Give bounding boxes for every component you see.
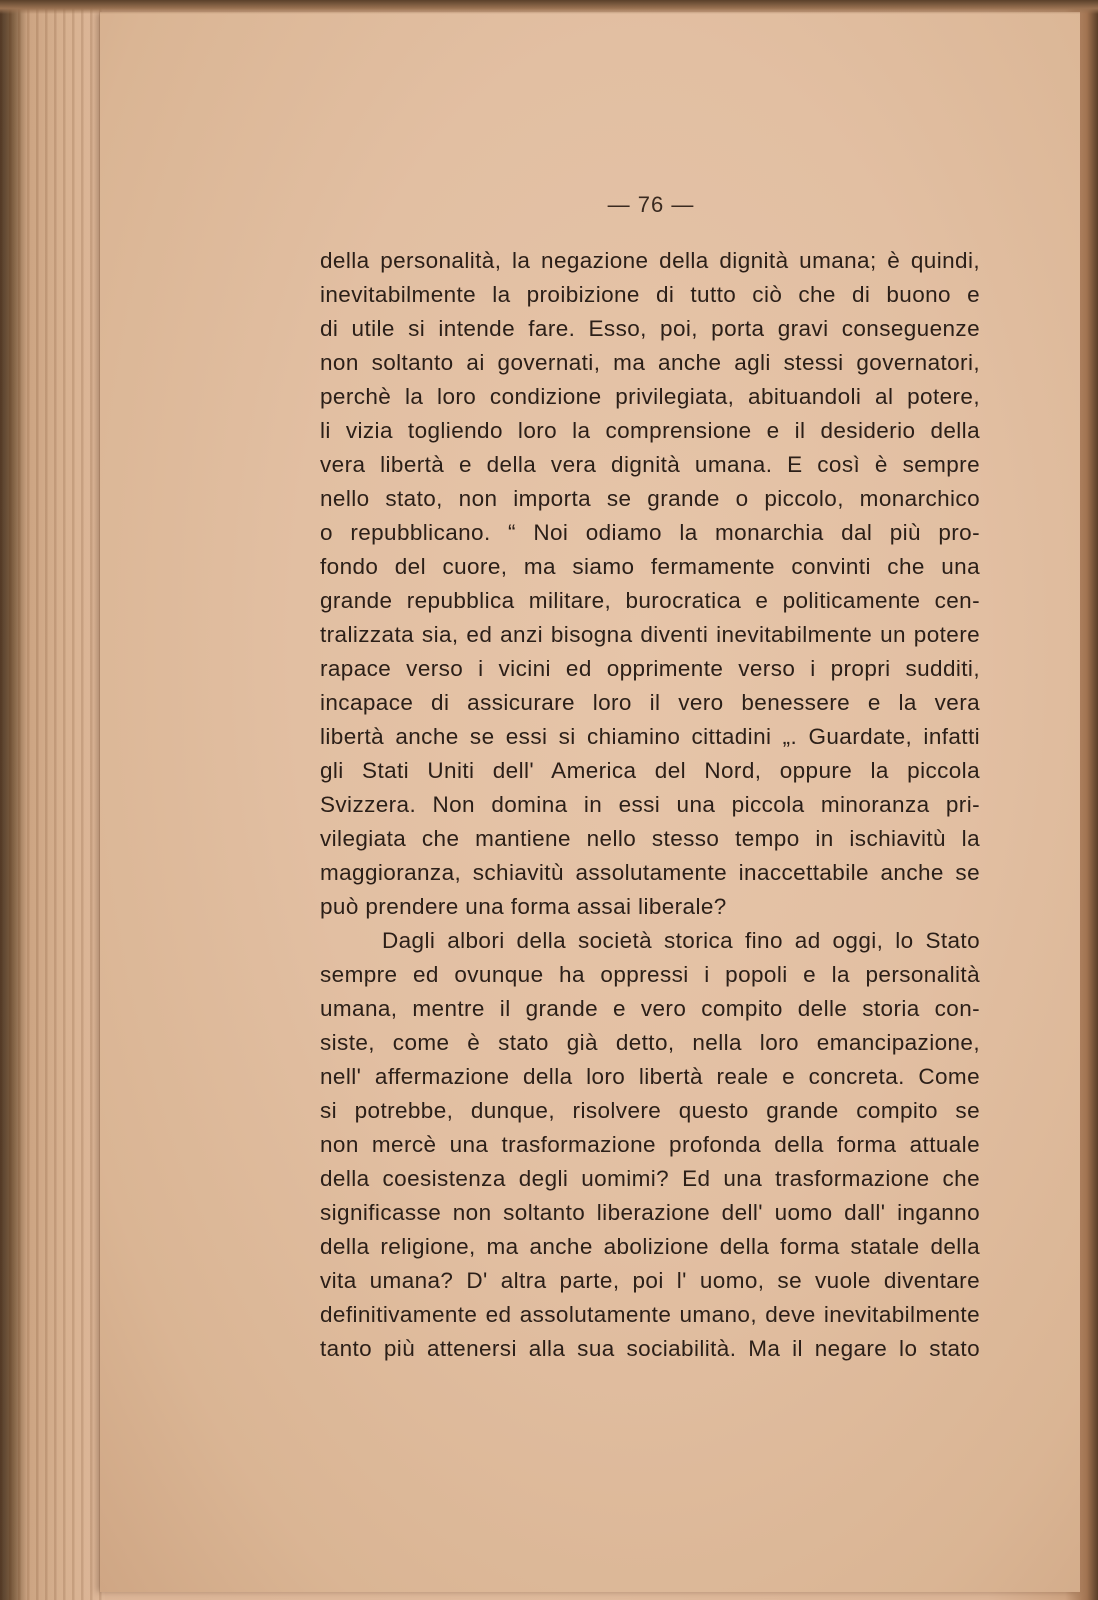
text-line: tralizzata sia, ed anzi bisogna diventi inevitabilmente un potere	[320, 622, 980, 647]
text-line: o repubblicano. “ Noi odiamo la monarchia dal più pro-	[320, 520, 980, 545]
text-line: Svizzera. Non domina in essi una piccola minoranza pri-	[320, 792, 980, 817]
text-line: grande repubblica militare, burocratica e politicamente cen-	[320, 588, 980, 613]
text-line: fondo del cuore, ma siamo fermamente convinti che una	[320, 554, 980, 579]
text-line: siste, come è stato già detto, nella loro emancipazione,	[320, 1030, 980, 1055]
text-line: della religione, ma anche abolizione della forma statale della	[320, 1234, 980, 1259]
text-line: può prendere una forma assai liberale?	[320, 894, 727, 919]
text-line: non mercè una trasformazione profonda della forma attuale	[320, 1132, 980, 1157]
text-line: libertà anche se essi si chiamino cittadini „. Guardate, infatti	[320, 724, 980, 749]
text-line: sempre ed ovunque ha oppressi i popoli e la personalità	[320, 962, 980, 987]
text-line: vilegiata che mantiene nello stesso tempo in ischiavitù la	[320, 826, 980, 851]
text-line: nell' affermazione della loro libertà reale e concreta. Come	[320, 1064, 980, 1089]
text-line: della coesistenza degli uomimi? Ed una trasformazione che	[320, 1166, 980, 1191]
text-line: nello stato, non importa se grande o piccolo, monarchico	[320, 486, 980, 511]
text-line: vita umana? D' altra parte, poi l' uomo, se vuole diventare	[320, 1268, 980, 1293]
text-line: non soltanto ai governati, ma anche agli stessi governatori,	[320, 350, 980, 375]
text-line: tanto più attenersi alla sua sociabilità. Ma il negare lo stato	[320, 1336, 980, 1361]
text-line: umana, mentre il grande e vero compito delle storia con-	[320, 996, 980, 1021]
text-line: rapace verso i vicini ed opprimente verso i propri sudditi,	[320, 656, 980, 681]
text-line: gli Stati Uniti dell' America del Nord, oppure la piccola	[320, 758, 980, 783]
text-line: incapace di assicurare loro il vero benessere e la vera	[320, 690, 980, 715]
text-line: della personalità, la negazione della dignità umana; è quindi,	[320, 248, 980, 273]
text-line: si potrebbe, dunque, risolvere questo grande compito se	[320, 1098, 980, 1123]
text-line: inevitabilmente la proibizione di tutto ciò che di buono e	[320, 282, 980, 307]
text-line: definitivamente ed assolutamente umano, deve inevitabilmente	[320, 1302, 980, 1327]
book-page-edges	[0, 0, 105, 1600]
text-line: di utile si intende fare. Esso, poi, porta gravi conseguenze	[320, 316, 980, 341]
text-line: significasse non soltanto liberazione dell' uomo dall' inganno	[320, 1200, 980, 1225]
page-number: — 76 —	[607, 192, 695, 217]
text-line: maggioranza, schiavitù assolutamente inaccettabile anche se	[320, 860, 980, 885]
body-text	[320, 244, 980, 1366]
text-line: li vizia togliendo loro la comprensione e il desiderio della	[320, 418, 980, 443]
top-shadow	[0, 0, 1098, 14]
text-line: perchè la loro condizione privilegiata, abituandoli al potere,	[320, 384, 980, 409]
text-line: Dagli albori della società storica fino ad oggi, lo Stato	[382, 928, 980, 953]
text-line: vera libertà e della vera dignità umana. E così è sempre	[320, 452, 980, 477]
